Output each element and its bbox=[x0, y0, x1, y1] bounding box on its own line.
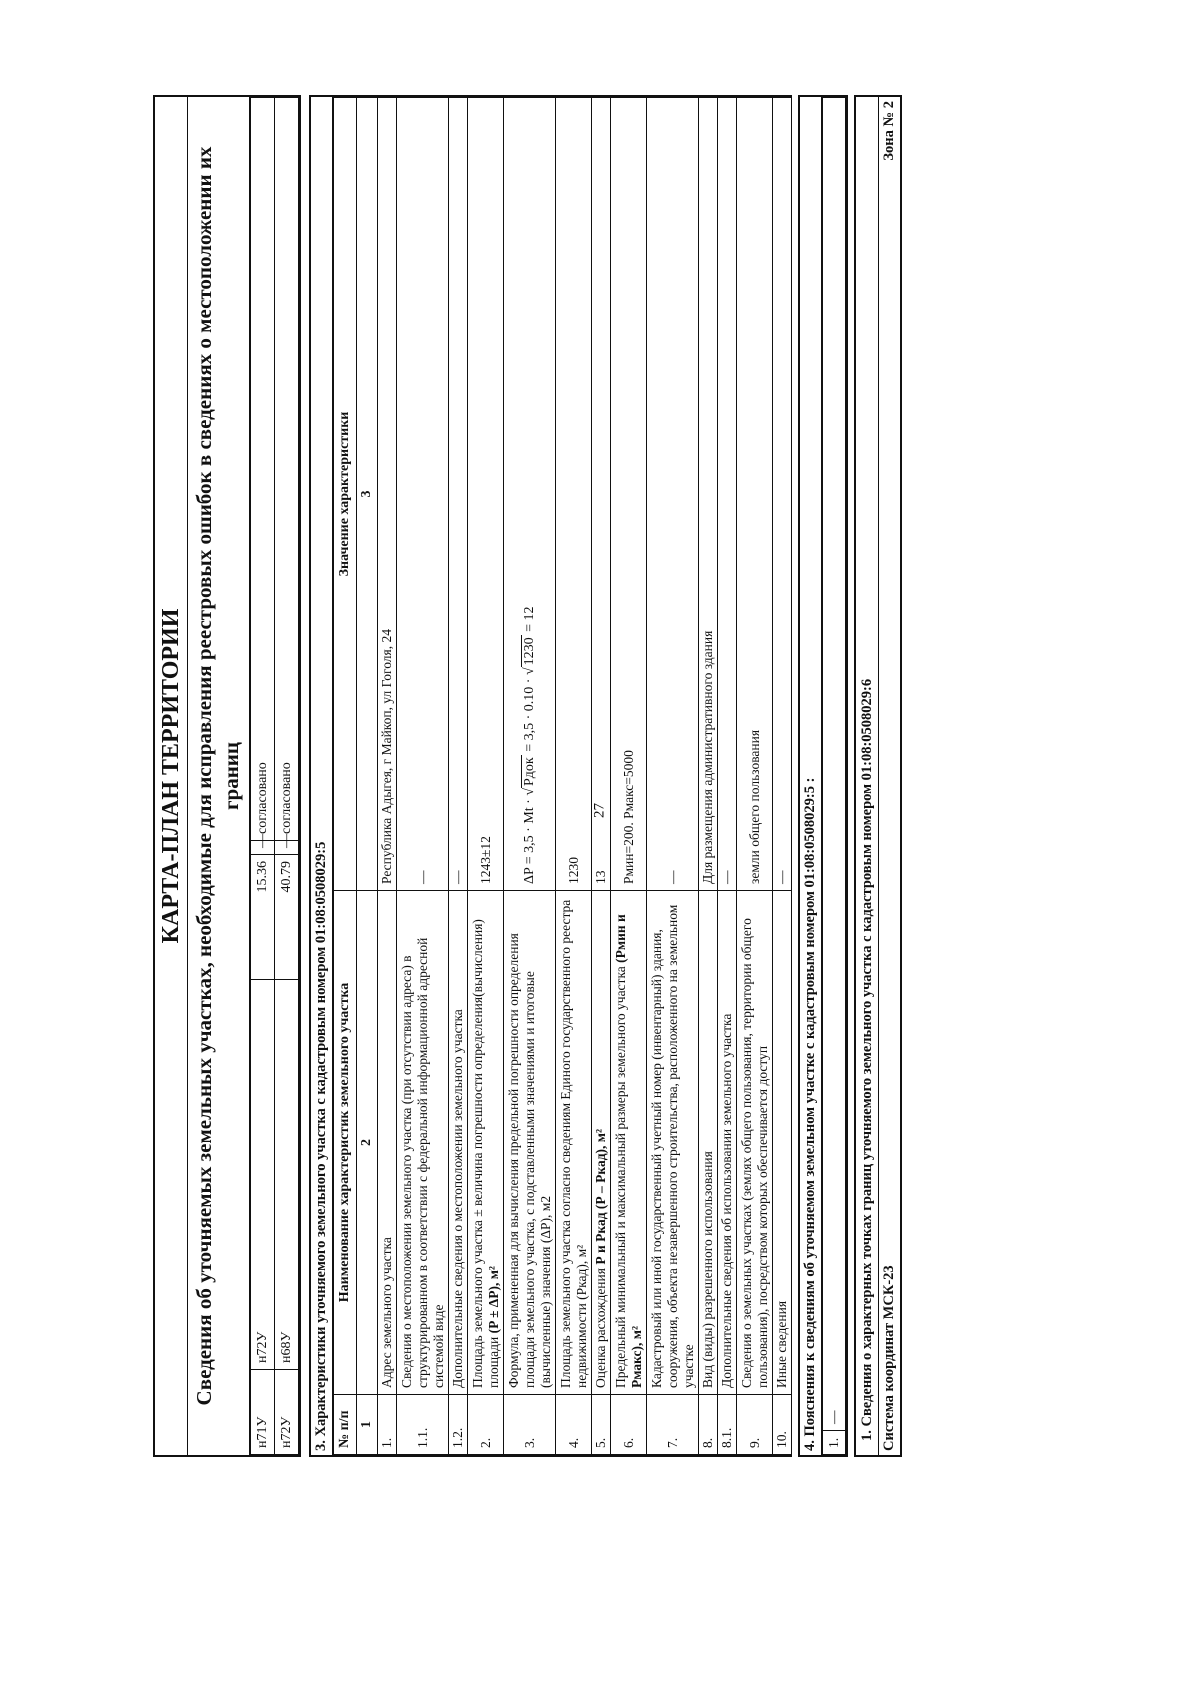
row-number: 5. bbox=[592, 1395, 611, 1455]
page-title: КАРТА-ПЛАН ТЕРРИТОРИИ bbox=[155, 97, 188, 1455]
table-row bbox=[556, 98, 592, 1455]
column-header-value: Значение характеристики bbox=[334, 98, 357, 891]
formula-part: = 3,5 · 0.10 · bbox=[521, 678, 537, 752]
characteristic-name bbox=[468, 891, 504, 1395]
formula-radicand: Pдок bbox=[521, 757, 537, 786]
characteristic-name: Площадь земельного участка согласно сведениям Единого государственного реестра недвижимости (Ркад), м² bbox=[556, 891, 592, 1395]
characteristic-name-formula: (Рмин и Рмакс), м² bbox=[612, 914, 644, 1388]
section-4 bbox=[798, 95, 848, 1457]
table-row bbox=[823, 98, 846, 1455]
row-number: 8.1. bbox=[718, 1395, 737, 1455]
section-points bbox=[854, 95, 902, 1457]
table-row bbox=[773, 98, 792, 1455]
row-number: 2. bbox=[468, 1395, 504, 1455]
formula-radicand: 1230 bbox=[521, 637, 537, 666]
section-3 bbox=[309, 95, 792, 1457]
column-index: 3 bbox=[357, 98, 378, 891]
sqrt-icon: √ bbox=[521, 667, 537, 676]
characteristic-value: — bbox=[773, 98, 792, 891]
approval-status: согласовано bbox=[275, 98, 299, 841]
characteristic-name bbox=[611, 891, 647, 1395]
error-formula bbox=[504, 98, 556, 891]
row-number: 1. bbox=[378, 1395, 397, 1455]
row-number: 1.2. bbox=[449, 1395, 468, 1455]
dash-cell: — bbox=[275, 841, 299, 855]
table-row bbox=[504, 98, 556, 1455]
characteristic-name: Сведения о местоположении земельного участка (при отсутствии адреса) в структурированном в соответствии с федеральной информационной адресной системой виде bbox=[397, 891, 449, 1395]
characteristic-name-formula: Р и Ркад (Р – Ркад), м² bbox=[593, 1128, 608, 1265]
characteristic-name: Сведения о земельных участках (землях общего пользования, территории общего пользования), посредством которых обеспечивается доступ bbox=[737, 891, 773, 1395]
characteristic-name: Дополнительные сведения о местоположении земельного участка bbox=[449, 891, 468, 1395]
characteristics-table bbox=[333, 97, 792, 1455]
column-index: 1 bbox=[357, 1395, 378, 1455]
table-row bbox=[378, 98, 397, 1455]
characteristic-name: Формула, примененная для вычисления предельной погрешности определения площади земельного участка, с подставленными значениями и итоговые (вычисленные) значения (ΔP), м2 bbox=[504, 891, 556, 1395]
table-row bbox=[449, 98, 468, 1455]
characteristic-name: Адрес земельного участка bbox=[378, 891, 397, 1395]
formula-part: ΔP = 3,5 · Mt · bbox=[521, 799, 537, 884]
characteristic-name: Иные сведения bbox=[773, 891, 792, 1395]
row-number: 8. bbox=[699, 1395, 718, 1455]
segment-length: 15.36 bbox=[251, 855, 275, 980]
characteristic-name-formula: (P ± ΔP), м² bbox=[485, 1266, 501, 1334]
table-header-row bbox=[334, 98, 357, 1455]
characteristic-value: 1243±12 bbox=[468, 98, 504, 891]
characteristic-name: Вид (виды) разрешенного использования bbox=[699, 891, 718, 1395]
row-number: 6. bbox=[611, 1395, 647, 1455]
row-number: 1. bbox=[823, 1431, 846, 1455]
cadastral-sheet bbox=[153, 95, 1039, 1457]
characteristic-name bbox=[592, 891, 611, 1395]
table-row bbox=[397, 98, 449, 1455]
row-number: 9. bbox=[737, 1395, 773, 1455]
characteristic-name-text: Предельный минимальный и максимальный размеры земельного участка bbox=[612, 966, 628, 1388]
table-row bbox=[468, 98, 504, 1455]
notes-table bbox=[822, 97, 846, 1455]
row-number: 3. bbox=[504, 1395, 556, 1455]
boundary-parts-table bbox=[250, 97, 299, 1455]
section-points-title: 1. Сведения о характерных точках границ уточняемого земельного участка с кадастровым номером 01:08:0508029:6 bbox=[859, 678, 875, 1441]
characteristic-name-text: Площадь земельного участка ± величина погрешности определения(вычисления) площади bbox=[469, 919, 501, 1388]
table-row bbox=[699, 98, 718, 1455]
table-index-row bbox=[357, 98, 378, 1455]
section-4-title: 4. Пояснения к сведениям об уточняемом земельном участке с кадастровым номером 01:08:0508029:5 : bbox=[800, 97, 822, 1455]
characteristic-value: Для размещения административного здания bbox=[699, 98, 718, 891]
point-to: н72У bbox=[251, 980, 275, 1370]
table-row bbox=[718, 98, 737, 1455]
characteristic-value: земли общего пользования bbox=[737, 98, 773, 891]
zone-label: Зона № 2 bbox=[881, 101, 897, 161]
column-header-no: № п/п bbox=[334, 1395, 357, 1455]
page-number: 27 bbox=[591, 803, 608, 818]
table-row bbox=[275, 98, 299, 1455]
point-from: н71У bbox=[251, 1370, 275, 1455]
header-block bbox=[153, 95, 301, 1457]
characteristic-value: 1230 bbox=[556, 98, 592, 891]
table-row bbox=[737, 98, 773, 1455]
coordinate-system-row bbox=[878, 97, 900, 1455]
row-number: 4. bbox=[556, 1395, 592, 1455]
characteristic-value: Рмин=200. Рмакс=5000 bbox=[611, 98, 647, 891]
dash-cell: — bbox=[251, 841, 275, 855]
characteristic-value: — bbox=[647, 98, 699, 891]
formula-part: = 12 bbox=[521, 606, 537, 632]
table-row bbox=[647, 98, 699, 1455]
characteristic-value: — bbox=[718, 98, 737, 891]
column-header-name: Наименование характеристик земельного участка bbox=[334, 891, 357, 1395]
characteristic-name: Кадастровый или иной государственный учетный номер (инвентарный) здания, сооружения, объекта незавершенного строительства, расположенного на земельном участке bbox=[647, 891, 699, 1395]
characteristic-value: — bbox=[449, 98, 468, 891]
table-row bbox=[251, 98, 275, 1455]
characteristic-value: 13 bbox=[592, 98, 611, 891]
table-row bbox=[592, 98, 611, 1455]
row-number: 1.1. bbox=[397, 1395, 449, 1455]
row-number: 7. bbox=[647, 1395, 699, 1455]
sqrt-icon: √ bbox=[521, 787, 537, 796]
page-subtitle: Сведения об уточняемых земельных участках, необходимые для исправления реестровых ошибок в сведениях о местоположении их границ bbox=[188, 97, 250, 1455]
segment-length: 40.79 bbox=[275, 855, 299, 980]
note-value: — bbox=[823, 98, 846, 1431]
column-index: 2 bbox=[357, 891, 378, 1395]
characteristic-name: Дополнительные сведения об использовании земельного участка bbox=[718, 891, 737, 1395]
characteristic-value: Республика Адыгея, г Майкоп, ул Гоголя, 24 bbox=[378, 98, 397, 891]
point-to: н68У bbox=[275, 980, 299, 1370]
characteristic-name-text: Оценка расхождения bbox=[593, 1268, 608, 1388]
section-3-title: 3. Характеристики уточняемого земельного участка с кадастровым номером 01:08:0508029:5 bbox=[311, 97, 333, 1455]
table-row bbox=[611, 98, 647, 1455]
coordinate-system: Система координат МСК-23 bbox=[881, 1265, 897, 1451]
point-from: н72У bbox=[275, 1370, 299, 1455]
row-number: 10. bbox=[773, 1395, 792, 1455]
approval-status: согласовано bbox=[251, 98, 275, 841]
characteristic-value: — bbox=[397, 98, 449, 891]
